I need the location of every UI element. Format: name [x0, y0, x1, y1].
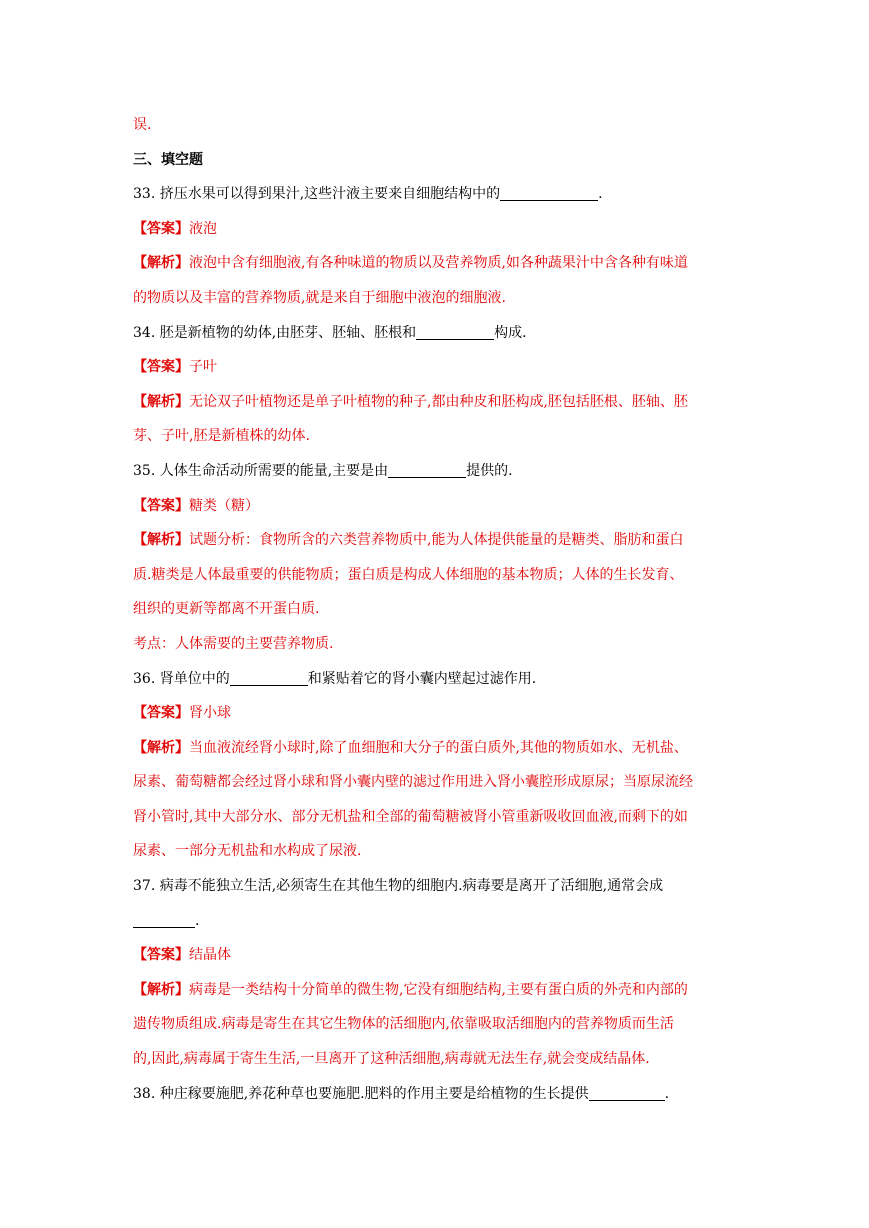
analysis-text: 液泡中含有细胞液,有各种味道的物质以及营养物质,如各种蔬果汁中含各种有味道	[189, 255, 688, 272]
answer-value: 结晶体	[189, 947, 231, 964]
analysis-line	[133, 281, 739, 316]
answer-value: 糖类（糖）	[189, 497, 259, 514]
question-37	[133, 869, 739, 904]
analysis-35	[133, 523, 739, 558]
question-37-continued	[133, 904, 739, 939]
answer-value: 子叶	[189, 359, 217, 376]
question-34	[133, 316, 739, 351]
fill-blank	[416, 323, 494, 340]
question-text: 37. 病毒不能独立生活,必须寄生在其他生物的细胞内.病毒要是离开了活细胞,通常会成	[133, 878, 664, 895]
section-heading-text: 三、填空题	[133, 151, 203, 168]
fill-blank	[230, 669, 308, 686]
analysis-text: 组织的更新等都离不开蛋白质.	[133, 601, 320, 618]
fill-blank	[388, 461, 466, 478]
answer-33	[133, 212, 739, 247]
question-text: 38. 种庄稼要施肥,养花种草也要施肥.肥料的作用主要是给植物的生长提供	[133, 1085, 589, 1102]
answer-37	[133, 938, 739, 973]
answer-35	[133, 489, 739, 524]
analysis-label: 【解析】	[133, 393, 189, 410]
question-text-end: .	[664, 1085, 670, 1102]
answer-label: 【答案】	[133, 947, 189, 964]
analysis-text: 芽、子叶,胚是新植株的幼体.	[133, 428, 310, 445]
analysis-line	[133, 1007, 739, 1042]
analysis-text: 病毒是一类结构十分简单的微生物,它没有细胞结构,主要有蛋白质的外壳和内部的	[189, 981, 688, 998]
answer-value: 肾小球	[189, 705, 231, 722]
question-text: 33. 挤压水果可以得到果汁,这些汁液主要来自细胞结构中的	[133, 186, 501, 203]
analysis-text: 试题分析：食物所含的六类营养物质中,能为人体提供能量的是糖类、脂肪和蛋白	[189, 532, 684, 549]
knowledge-point-text: 考点：人体需要的主要营养物质.	[133, 635, 334, 652]
analysis-line	[133, 558, 739, 593]
analysis-label: 【解析】	[133, 739, 189, 756]
answer-34	[133, 350, 739, 385]
question-text: 34. 胚是新植物的幼体,由胚芽、胚轴、胚根和	[133, 324, 417, 341]
question-text-end: .	[598, 186, 603, 203]
question-text-end: 构成.	[494, 324, 527, 341]
analysis-text: 的物质以及丰富的营养物质,就是来自于细胞中液泡的细胞液.	[133, 289, 506, 306]
question-35	[133, 454, 739, 489]
analysis-37	[133, 973, 739, 1008]
section-heading	[133, 143, 739, 178]
analysis-text: 当血液流经肾小球时,除了血细胞和大分子的蛋白质外,其他的物质如水、无机盐、	[189, 739, 688, 756]
analysis-34	[133, 385, 739, 420]
analysis-text: 尿素、一部分无机盐和水构成了尿液.	[133, 843, 362, 860]
line-text: 误.	[133, 117, 152, 133]
question-text-end: 和紧贴着它的肾小囊内壁起过滤作用.	[307, 670, 537, 687]
fill-blank	[589, 1084, 665, 1101]
analysis-text: 无论双子叶植物还是单子叶植物的种子,都由种皮和胚构成,胚包括胚根、胚轴、胚	[189, 393, 688, 410]
analysis-33	[133, 246, 739, 281]
answer-label: 【答案】	[133, 705, 189, 722]
text-line	[133, 108, 739, 143]
analysis-text: 的,因此,病毒属于寄生生活,一旦离开了这种活细胞,病毒就无法生存,就会变成结晶体.	[133, 1051, 650, 1068]
analysis-line	[133, 800, 739, 835]
fill-blank	[500, 184, 598, 201]
analysis-label: 【解析】	[133, 255, 189, 272]
question-text: 35. 人体生命活动所需要的能量,主要是由	[133, 462, 389, 479]
answer-36	[133, 696, 739, 731]
analysis-label: 【解析】	[133, 981, 189, 998]
answer-value: 液泡	[189, 220, 217, 237]
question-36	[133, 662, 739, 697]
question-33	[133, 177, 739, 212]
fill-blank	[133, 911, 195, 928]
analysis-text: 遗传物质组成.病毒是寄生在其它生物体的活细胞内,依靠吸取活细胞内的营养物质而生活	[133, 1016, 674, 1033]
analysis-label: 【解析】	[133, 532, 189, 549]
analysis-line	[133, 834, 739, 869]
document-page	[133, 108, 739, 1111]
analysis-line	[133, 419, 739, 454]
answer-label: 【答案】	[133, 359, 189, 376]
question-38	[133, 1077, 739, 1112]
question-text-end: .	[195, 912, 200, 929]
question-text: 36. 肾单位中的	[133, 670, 230, 687]
analysis-line	[133, 1042, 739, 1077]
analysis-line	[133, 592, 739, 627]
knowledge-point	[133, 627, 739, 662]
analysis-text: 质.糖类是人体最重要的供能物质；蛋白质是构成人体细胞的基本物质；人体的生长发育、	[133, 566, 684, 583]
analysis-text: 肾小管时,其中大部分水、部分无机盐和全部的葡萄糖被肾小管重新吸收回血液,而剩下的如	[133, 808, 688, 825]
analysis-36	[133, 731, 739, 766]
analysis-line	[133, 765, 739, 800]
question-text-end: 提供的.	[466, 462, 513, 479]
answer-label: 【答案】	[133, 220, 189, 237]
answer-label: 【答案】	[133, 497, 189, 514]
analysis-text: 尿素、葡萄糖都会经过肾小球和肾小囊内壁的滤过作用进入肾小囊腔形成原尿；当原尿流经	[133, 774, 693, 791]
